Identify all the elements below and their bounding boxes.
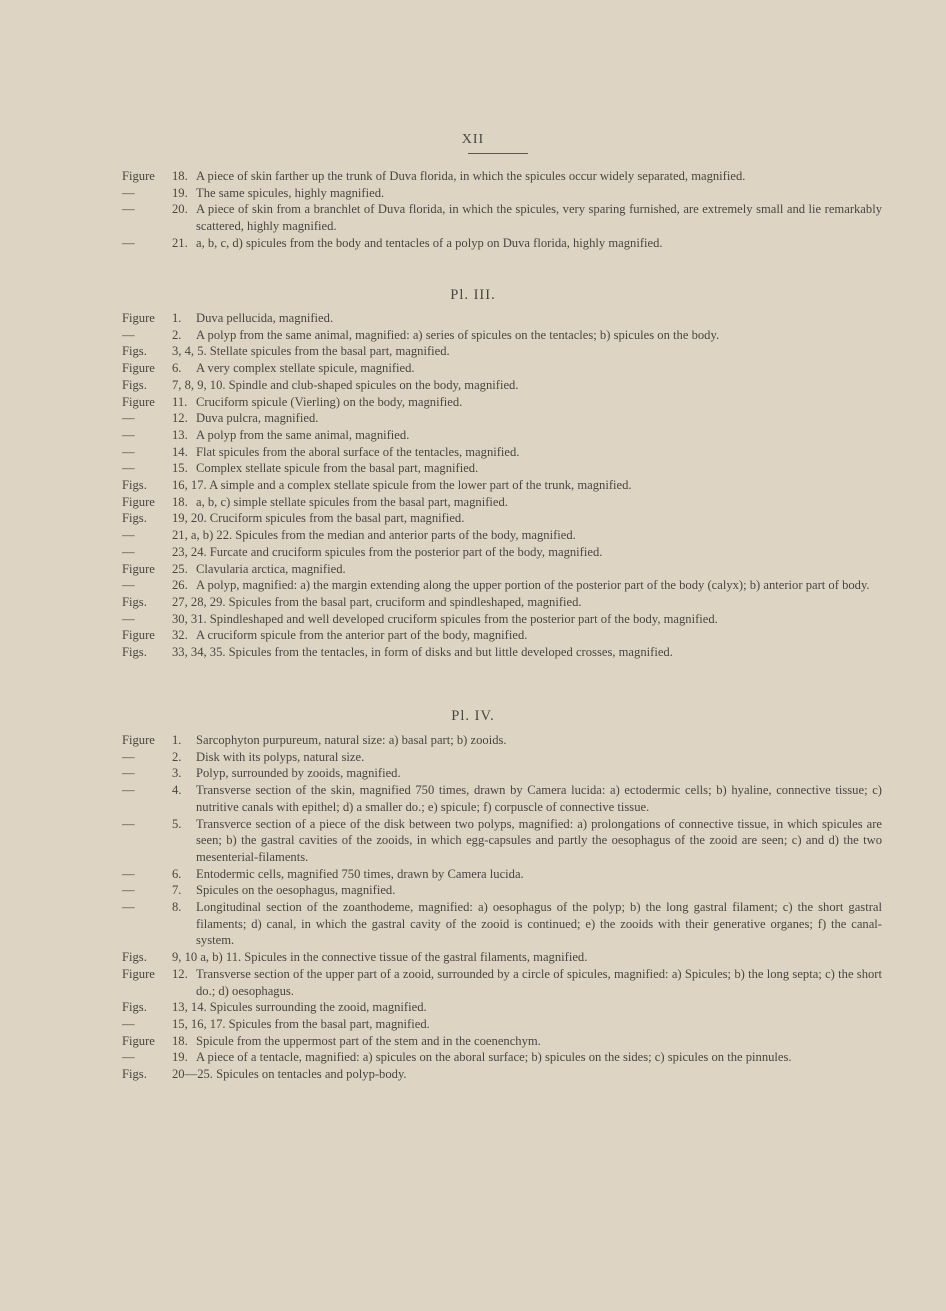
entry-text: Longitudinal section of the zoanthodeme, magnified: a) oesophagus of the polyp; b) the long gastral filament; c) the short gastral filaments; d) canal, in which the gastral cavity of the zooid is continued; e) the zooids with their generative organes; f) the canal-system. <box>196 900 882 948</box>
entry-text: Flat spicules from the aboral surface of the tentacles, magnified. <box>196 444 520 459</box>
entry-text: 30, 31. Spindleshaped and well developed cruciform spicules from the posterior part of the body, magnified. <box>172 611 718 626</box>
header-rule <box>468 153 528 154</box>
entry-label: — <box>122 444 135 459</box>
entry-label: Figure <box>122 561 155 576</box>
entry-text: 33, 34, 35. Spicules from the tentacles, in form of disks and but little developed crosses, magnified. <box>172 645 673 660</box>
entry-text: The same spicules, highly magnified. <box>196 185 385 200</box>
figure-entry <box>122 527 882 544</box>
entry-number: 4. <box>172 783 182 798</box>
entry-number: 18. <box>172 169 188 183</box>
entry-text: Polyp, surrounded by zooids, magnified. <box>196 766 401 781</box>
entry-text: 20—25. Spicules on tentacles and polyp-body. <box>172 1067 407 1082</box>
entry-number: 13. <box>172 427 188 442</box>
figure-entry <box>122 816 882 866</box>
entry-number: 26. <box>172 578 188 593</box>
figure-entry <box>122 1049 882 1066</box>
entry-number: 3. <box>172 766 182 781</box>
entry-text: 3, 4, 5. Stellate spicules from the basal part, magnified. <box>172 344 450 359</box>
entry-number: 32. <box>172 628 188 643</box>
entry-label: Figure <box>122 494 155 509</box>
figure-entry <box>122 577 882 594</box>
entry-label: — <box>122 866 135 881</box>
entry-text: a, b, c, d) spicules from the body and tentacles of a polyp on Duva florida, highly magnified. <box>196 235 663 250</box>
figure-entry <box>122 460 882 477</box>
entry-text: A piece of a tentacle, magnified: a) spicules on the aboral surface; b) spicules on the sides; c) spicules on the pinnules. <box>196 1050 792 1065</box>
figure-entry <box>122 168 882 185</box>
figure-entry <box>122 1066 882 1083</box>
figure-entry <box>122 410 882 427</box>
figure-entry <box>122 510 882 527</box>
figure-entry <box>122 444 882 461</box>
figure-entry <box>122 644 882 661</box>
entry-label: Figs. <box>122 950 147 965</box>
entry-text: Duva pulcra, magnified. <box>196 411 319 426</box>
figure-entry <box>122 1033 882 1050</box>
entry-text: Transverce section of a piece of the disk between two polyps, magnified: a) prolongations of connective tissue, in which spicules are seen; b) the gastral cavities of the zooids, in which egg-capsules and partly the oesophagus of the zooid are seen; c) and d) the two mesenterial-filaments. <box>196 816 882 864</box>
figure-entry <box>122 377 882 394</box>
figure-entry <box>122 235 882 252</box>
figure-entry <box>122 494 882 511</box>
entry-number: 6. <box>172 361 182 376</box>
figure-entry <box>122 782 882 815</box>
plate-4-heading: Pl. IV. <box>451 708 495 724</box>
entry-number: 21. <box>172 235 188 250</box>
figure-entry <box>122 627 882 644</box>
entry-label: Figs. <box>122 645 147 660</box>
entry-label: — <box>122 411 135 426</box>
entry-label: Figure <box>122 394 155 409</box>
plate-3-entries <box>122 310 882 661</box>
entry-text: Duva pellucida, magnified. <box>196 311 334 325</box>
entry-label: — <box>122 1050 135 1065</box>
figure-entry <box>122 611 882 628</box>
entry-number: 15. <box>172 461 188 476</box>
figure-entry <box>122 866 882 883</box>
entry-text: 16, 17. A simple and a complex stellate spicule from the lower part of the trunk, magnified. <box>172 478 632 493</box>
entry-text: A cruciform spicule from the anterior part of the body, magnified. <box>196 628 528 643</box>
figure-entry <box>122 477 882 494</box>
figure-entry <box>122 310 882 327</box>
figure-entry <box>122 732 882 749</box>
entry-number: 18. <box>172 494 188 509</box>
entry-label: Figure <box>122 966 155 981</box>
entry-text: Spicules on the oesophagus, magnified. <box>196 883 396 898</box>
entry-text: Complex stellate spicule from the basal part, magnified. <box>196 461 479 476</box>
entry-label: — <box>122 528 135 543</box>
entry-text: A polyp from the same animal, magnified. <box>196 427 410 442</box>
plate-4-entries <box>122 732 882 1083</box>
entry-label: — <box>122 816 135 831</box>
entry-number: 5. <box>172 816 182 831</box>
entry-label: Figs. <box>122 478 147 493</box>
figure-entry <box>122 594 882 611</box>
entry-label: Figure <box>122 311 155 325</box>
entry-label: — <box>122 900 135 915</box>
entry-label: Figure <box>122 361 155 376</box>
entry-number: 14. <box>172 444 188 459</box>
entry-number: 1. <box>172 311 182 325</box>
figure-entry <box>122 201 882 234</box>
entry-number: 8. <box>172 900 182 915</box>
entry-label: — <box>122 883 135 898</box>
entry-label: — <box>122 544 135 559</box>
figure-entry <box>122 544 882 561</box>
figure-entry <box>122 427 882 444</box>
entry-number: 18. <box>172 1033 188 1048</box>
entry-text: A polyp from the same animal, magnified: a) series of spicules on the tentacles; b) spicules on the body. <box>196 327 720 342</box>
entry-text: Transverse section of the skin, magnified 750 times, drawn by Camera lucida: a) ectodermic cells; b) hyaline, connective tissue; c) nutritive canals with epithel; d) a smaller do.; e) spicule; f) corpuscle of connective tissue. <box>196 783 882 814</box>
figure-entry <box>122 343 882 360</box>
entry-text: A very complex stellate spicule, magnified. <box>196 361 415 376</box>
figure-entry <box>122 949 882 966</box>
figure-entry <box>122 765 882 782</box>
entry-label: — <box>122 783 135 798</box>
entry-text: 7, 8, 9, 10. Spindle and club-shaped spicules on the body, magnified. <box>172 377 519 392</box>
entry-number: 19. <box>172 185 188 200</box>
entry-label: — <box>122 578 135 593</box>
entry-label: Figure <box>122 1033 155 1048</box>
entry-label: — <box>122 766 135 781</box>
plate-3-heading: Pl. III. <box>450 287 496 303</box>
entry-label: Figs. <box>122 377 147 392</box>
entry-label: — <box>122 427 135 442</box>
section-continued-entries <box>122 168 882 252</box>
entry-text: 19, 20. Cruciform spicules from the basal part, magnified. <box>172 511 465 526</box>
figure-entry <box>122 749 882 766</box>
entry-text: a, b, c) simple stellate spicules from the basal part, magnified. <box>196 494 508 509</box>
entry-number: 12. <box>172 966 188 981</box>
entry-label: Figs. <box>122 511 147 526</box>
entry-number: 25. <box>172 561 188 576</box>
entry-text: Transverse section of the upper part of a zooid, surrounded by a circle of spicules, magnified: a) Spicules; b) the long septa; c) the short do.; d) oesophagus. <box>196 966 882 998</box>
figure-entry <box>122 561 882 578</box>
entry-number: 2. <box>172 327 182 342</box>
entry-label: — <box>122 749 135 764</box>
entry-number: 12. <box>172 411 188 426</box>
figure-entry <box>122 899 882 949</box>
entry-text: Clavularia arctica, magnified. <box>196 561 346 576</box>
entry-label: — <box>122 461 135 476</box>
figure-entry <box>122 360 882 377</box>
entry-text: Cruciform spicule (Vierling) on the body, magnified. <box>196 394 463 409</box>
entry-text: A polyp, magnified: a) the margin extending along the upper portion of the posterior part of the body (calyx); b) anterior part of body. <box>196 578 870 593</box>
entry-label: Figs. <box>122 1067 147 1082</box>
entry-text: 15, 16, 17. Spicules from the basal part, magnified. <box>172 1016 430 1031</box>
entry-number: 2. <box>172 749 182 764</box>
entry-text: A piece of skin from a branchlet of Duva florida, in which the spicules, very sparing furnished, are extremely small and lie remarkably scattered, highly magnified. <box>196 202 882 234</box>
figure-entry <box>122 999 882 1016</box>
figure-entry <box>122 327 882 344</box>
entry-text: Spicule from the uppermost part of the stem and in the coenenchym. <box>196 1033 541 1048</box>
entry-label: — <box>122 185 135 200</box>
entry-label: — <box>122 235 135 250</box>
entry-label: Figs. <box>122 594 147 609</box>
entry-text: 23, 24. Furcate and cruciform spicules from the posterior part of the body, magnified. <box>172 544 603 559</box>
figure-entry <box>122 882 882 899</box>
figure-entry <box>122 185 882 202</box>
page-number: XII <box>461 132 485 147</box>
entry-number: 11. <box>172 394 188 409</box>
entry-label: — <box>122 327 135 342</box>
entry-label: Figure <box>122 733 155 747</box>
entry-text: A piece of skin farther up the trunk of Duva florida, in which the spicules occur widely separated, magnified. <box>196 169 746 183</box>
entry-text: Entodermic cells, magnified 750 times, drawn by Camera lucida. <box>196 866 524 881</box>
entry-text: 21, a, b) 22. Spicules from the median and anterior parts of the body, magnified. <box>172 528 576 543</box>
entry-text: Disk with its polyps, natural size. <box>196 749 365 764</box>
entry-text: 27, 28, 29. Spicules from the basal part, cruciform and spindleshaped, magnified. <box>172 594 582 609</box>
entry-text: 9, 10 a, b) 11. Spicules in the connective tissue of the gastral filaments, magnified. <box>172 950 588 965</box>
entry-label: Figure <box>122 628 155 643</box>
entry-label: — <box>122 611 135 626</box>
figure-entry <box>122 1016 882 1033</box>
entry-label: Figure <box>122 169 155 183</box>
entry-label: Figs. <box>122 1000 147 1015</box>
entry-text: 13, 14. Spicules surrounding the zooid, magnified. <box>172 1000 427 1015</box>
entry-label: — <box>122 1016 135 1031</box>
entry-text: Sarcophyton purpureum, natural size: a) basal part; b) zooids. <box>196 733 507 747</box>
figure-entry <box>122 394 882 411</box>
entry-number: 19. <box>172 1050 188 1065</box>
entry-label: Figs. <box>122 344 147 359</box>
entry-number: 1. <box>172 733 182 747</box>
entry-number: 20. <box>172 202 188 217</box>
figure-entry <box>122 966 882 999</box>
entry-number: 7. <box>172 883 182 898</box>
entry-label: — <box>122 202 135 217</box>
entry-number: 6. <box>172 866 182 881</box>
